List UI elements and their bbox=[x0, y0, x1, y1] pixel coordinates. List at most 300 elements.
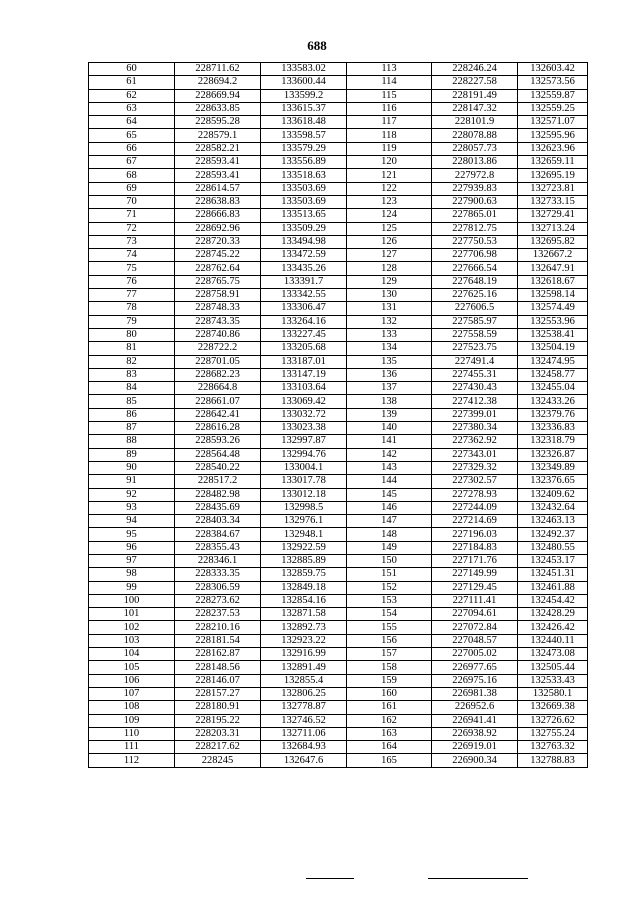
point-number-right-cell: 149 bbox=[347, 541, 432, 554]
coordinates-table-body bbox=[89, 63, 588, 768]
point-number-left-cell: 65 bbox=[89, 129, 175, 142]
point-number-right-cell: 134 bbox=[347, 342, 432, 355]
point-number-right-cell: 135 bbox=[347, 355, 432, 368]
point-number-right-cell: 139 bbox=[347, 408, 432, 421]
y-coordinate-left-cell: 132885.89 bbox=[261, 554, 347, 567]
point-number-right-cell: 161 bbox=[347, 701, 432, 714]
y-coordinate-left-cell: 133069.42 bbox=[261, 395, 347, 408]
point-number-right-cell: 137 bbox=[347, 382, 432, 395]
coordinates-table bbox=[88, 62, 588, 768]
point-number-right-cell: 155 bbox=[347, 621, 432, 634]
y-coordinate-right-cell: 132695.19 bbox=[518, 169, 588, 182]
point-number-left-cell: 103 bbox=[89, 634, 175, 647]
x-coordinate-right-cell: 227343.01 bbox=[432, 448, 518, 461]
y-coordinate-left-cell: 133518.63 bbox=[261, 169, 347, 182]
point-number-right-cell: 116 bbox=[347, 102, 432, 115]
x-coordinate-right-cell: 227585.97 bbox=[432, 315, 518, 328]
x-coordinate-left-cell: 228180.91 bbox=[175, 701, 261, 714]
y-coordinate-right-cell: 132451.31 bbox=[518, 568, 588, 581]
x-coordinate-left-cell: 228203.31 bbox=[175, 727, 261, 740]
x-coordinate-left-cell: 228148.56 bbox=[175, 661, 261, 674]
y-coordinate-left-cell: 132854.16 bbox=[261, 594, 347, 607]
x-coordinate-left-cell: 228517.2 bbox=[175, 475, 261, 488]
x-coordinate-left-cell: 228333.35 bbox=[175, 568, 261, 581]
x-coordinate-right-cell: 226975.16 bbox=[432, 674, 518, 687]
y-coordinate-left-cell: 132892.73 bbox=[261, 621, 347, 634]
point-number-left-cell: 73 bbox=[89, 235, 175, 248]
y-coordinate-left-cell: 132922.59 bbox=[261, 541, 347, 554]
y-coordinate-left-cell: 133472.59 bbox=[261, 249, 347, 262]
table-row bbox=[89, 435, 588, 448]
x-coordinate-right-cell: 227648.19 bbox=[432, 275, 518, 288]
x-coordinate-left-cell: 228661.07 bbox=[175, 395, 261, 408]
point-number-left-cell: 107 bbox=[89, 687, 175, 700]
x-coordinate-right-cell: 226977.65 bbox=[432, 661, 518, 674]
y-coordinate-left-cell: 133600.44 bbox=[261, 76, 347, 89]
x-coordinate-left-cell: 228720.33 bbox=[175, 235, 261, 248]
point-number-left-cell: 83 bbox=[89, 368, 175, 381]
point-number-left-cell: 112 bbox=[89, 754, 175, 767]
point-number-right-cell: 114 bbox=[347, 76, 432, 89]
y-coordinate-right-cell: 132433.26 bbox=[518, 395, 588, 408]
point-number-right-cell: 127 bbox=[347, 249, 432, 262]
y-coordinate-right-cell: 132788.83 bbox=[518, 754, 588, 767]
table-row bbox=[89, 289, 588, 302]
point-number-right-cell: 128 bbox=[347, 262, 432, 275]
point-number-right-cell: 145 bbox=[347, 488, 432, 501]
point-number-left-cell: 84 bbox=[89, 382, 175, 395]
point-number-left-cell: 97 bbox=[89, 554, 175, 567]
y-coordinate-left-cell: 132684.93 bbox=[261, 741, 347, 754]
table-row bbox=[89, 701, 588, 714]
point-number-left-cell: 66 bbox=[89, 142, 175, 155]
table-row bbox=[89, 594, 588, 607]
x-coordinate-left-cell: 228633.85 bbox=[175, 102, 261, 115]
table-row bbox=[89, 727, 588, 740]
point-number-left-cell: 67 bbox=[89, 156, 175, 169]
table-row bbox=[89, 249, 588, 262]
y-coordinate-right-cell: 132553.96 bbox=[518, 315, 588, 328]
point-number-left-cell: 72 bbox=[89, 222, 175, 235]
table-row bbox=[89, 235, 588, 248]
y-coordinate-right-cell: 132454.42 bbox=[518, 594, 588, 607]
x-coordinate-right-cell: 228101.9 bbox=[432, 116, 518, 129]
table-row bbox=[89, 222, 588, 235]
y-coordinate-left-cell: 132778.87 bbox=[261, 701, 347, 714]
x-coordinate-right-cell: 227362.92 bbox=[432, 435, 518, 448]
point-number-left-cell: 74 bbox=[89, 249, 175, 262]
x-coordinate-right-cell: 227111.41 bbox=[432, 594, 518, 607]
x-coordinate-right-cell: 226981.38 bbox=[432, 687, 518, 700]
table-row bbox=[89, 315, 588, 328]
y-coordinate-right-cell: 132533.43 bbox=[518, 674, 588, 687]
table-row bbox=[89, 116, 588, 129]
x-coordinate-left-cell: 228762.64 bbox=[175, 262, 261, 275]
x-coordinate-left-cell: 228740.86 bbox=[175, 328, 261, 341]
y-coordinate-left-cell: 132916.99 bbox=[261, 648, 347, 661]
y-coordinate-right-cell: 132726.62 bbox=[518, 714, 588, 727]
table-row bbox=[89, 674, 588, 687]
y-coordinate-left-cell: 132948.1 bbox=[261, 528, 347, 541]
x-coordinate-left-cell: 228701.05 bbox=[175, 355, 261, 368]
x-coordinate-left-cell: 228146.07 bbox=[175, 674, 261, 687]
table-row bbox=[89, 554, 588, 567]
point-number-left-cell: 96 bbox=[89, 541, 175, 554]
table-row bbox=[89, 89, 588, 102]
x-coordinate-right-cell: 227048.57 bbox=[432, 634, 518, 647]
point-number-left-cell: 98 bbox=[89, 568, 175, 581]
table-row bbox=[89, 102, 588, 115]
x-coordinate-left-cell: 228638.83 bbox=[175, 195, 261, 208]
point-number-right-cell: 119 bbox=[347, 142, 432, 155]
y-coordinate-left-cell: 133618.48 bbox=[261, 116, 347, 129]
x-coordinate-right-cell: 228013.86 bbox=[432, 156, 518, 169]
y-coordinate-left-cell: 133306.47 bbox=[261, 302, 347, 315]
x-coordinate-right-cell: 228147.32 bbox=[432, 102, 518, 115]
x-coordinate-right-cell: 227094.61 bbox=[432, 608, 518, 621]
table-row bbox=[89, 448, 588, 461]
point-number-right-cell: 124 bbox=[347, 209, 432, 222]
point-number-right-cell: 131 bbox=[347, 302, 432, 315]
x-coordinate-left-cell: 228482.98 bbox=[175, 488, 261, 501]
point-number-right-cell: 154 bbox=[347, 608, 432, 621]
point-number-right-cell: 122 bbox=[347, 182, 432, 195]
table-row bbox=[89, 581, 588, 594]
y-coordinate-right-cell: 132647.91 bbox=[518, 262, 588, 275]
point-number-left-cell: 93 bbox=[89, 501, 175, 514]
x-coordinate-right-cell: 227184.83 bbox=[432, 541, 518, 554]
x-coordinate-right-cell: 227900.63 bbox=[432, 195, 518, 208]
x-coordinate-left-cell: 228564.48 bbox=[175, 448, 261, 461]
y-coordinate-left-cell: 132859.75 bbox=[261, 568, 347, 581]
table-row bbox=[89, 408, 588, 421]
x-coordinate-left-cell: 228162.87 bbox=[175, 648, 261, 661]
y-coordinate-right-cell: 132349.89 bbox=[518, 461, 588, 474]
y-coordinate-left-cell: 133032.72 bbox=[261, 408, 347, 421]
point-number-right-cell: 157 bbox=[347, 648, 432, 661]
x-coordinate-right-cell: 227005.02 bbox=[432, 648, 518, 661]
y-coordinate-left-cell: 132855.4 bbox=[261, 674, 347, 687]
x-coordinate-right-cell: 228227.58 bbox=[432, 76, 518, 89]
y-coordinate-right-cell: 132504.19 bbox=[518, 342, 588, 355]
point-number-right-cell: 141 bbox=[347, 435, 432, 448]
point-number-left-cell: 88 bbox=[89, 435, 175, 448]
table-row bbox=[89, 382, 588, 395]
x-coordinate-right-cell: 227171.76 bbox=[432, 554, 518, 567]
y-coordinate-right-cell: 132729.41 bbox=[518, 209, 588, 222]
x-coordinate-right-cell: 227865.01 bbox=[432, 209, 518, 222]
y-coordinate-right-cell: 132580.1 bbox=[518, 687, 588, 700]
table-row bbox=[89, 262, 588, 275]
y-coordinate-right-cell: 132559.25 bbox=[518, 102, 588, 115]
x-coordinate-right-cell: 227491.4 bbox=[432, 355, 518, 368]
point-number-right-cell: 153 bbox=[347, 594, 432, 607]
table-row bbox=[89, 395, 588, 408]
x-coordinate-left-cell: 228666.83 bbox=[175, 209, 261, 222]
x-coordinate-left-cell: 228743.35 bbox=[175, 315, 261, 328]
y-coordinate-right-cell: 132713.24 bbox=[518, 222, 588, 235]
point-number-left-cell: 78 bbox=[89, 302, 175, 315]
point-number-left-cell: 70 bbox=[89, 195, 175, 208]
x-coordinate-right-cell: 227149.99 bbox=[432, 568, 518, 581]
y-coordinate-left-cell: 132891.49 bbox=[261, 661, 347, 674]
x-coordinate-left-cell: 228595.28 bbox=[175, 116, 261, 129]
x-coordinate-left-cell: 228765.75 bbox=[175, 275, 261, 288]
point-number-left-cell: 100 bbox=[89, 594, 175, 607]
y-coordinate-right-cell: 132453.17 bbox=[518, 554, 588, 567]
point-number-left-cell: 99 bbox=[89, 581, 175, 594]
point-number-left-cell: 71 bbox=[89, 209, 175, 222]
x-coordinate-right-cell: 226941.41 bbox=[432, 714, 518, 727]
table-row bbox=[89, 621, 588, 634]
point-number-right-cell: 160 bbox=[347, 687, 432, 700]
point-number-right-cell: 142 bbox=[347, 448, 432, 461]
y-coordinate-right-cell: 132603.42 bbox=[518, 63, 588, 76]
table-row bbox=[89, 741, 588, 754]
point-number-right-cell: 144 bbox=[347, 475, 432, 488]
footer-rule-left bbox=[306, 878, 354, 879]
footer-rule-right bbox=[428, 878, 528, 879]
x-coordinate-left-cell: 228582.21 bbox=[175, 142, 261, 155]
y-coordinate-left-cell: 133205.68 bbox=[261, 342, 347, 355]
x-coordinate-left-cell: 228355.43 bbox=[175, 541, 261, 554]
point-number-right-cell: 118 bbox=[347, 129, 432, 142]
point-number-left-cell: 104 bbox=[89, 648, 175, 661]
point-number-right-cell: 150 bbox=[347, 554, 432, 567]
x-coordinate-right-cell: 227196.03 bbox=[432, 528, 518, 541]
point-number-left-cell: 60 bbox=[89, 63, 175, 76]
x-coordinate-left-cell: 228435.69 bbox=[175, 501, 261, 514]
x-coordinate-left-cell: 228748.33 bbox=[175, 302, 261, 315]
y-coordinate-right-cell: 132733.15 bbox=[518, 195, 588, 208]
point-number-left-cell: 89 bbox=[89, 448, 175, 461]
x-coordinate-right-cell: 227214.69 bbox=[432, 515, 518, 528]
point-number-right-cell: 138 bbox=[347, 395, 432, 408]
point-number-right-cell: 120 bbox=[347, 156, 432, 169]
x-coordinate-right-cell: 228057.73 bbox=[432, 142, 518, 155]
y-coordinate-left-cell: 133264.16 bbox=[261, 315, 347, 328]
point-number-right-cell: 129 bbox=[347, 275, 432, 288]
x-coordinate-left-cell: 228403.34 bbox=[175, 515, 261, 528]
x-coordinate-left-cell: 228593.41 bbox=[175, 156, 261, 169]
x-coordinate-left-cell: 228306.59 bbox=[175, 581, 261, 594]
x-coordinate-right-cell: 227302.57 bbox=[432, 475, 518, 488]
x-coordinate-right-cell: 227750.53 bbox=[432, 235, 518, 248]
y-coordinate-right-cell: 132379.76 bbox=[518, 408, 588, 421]
point-number-left-cell: 87 bbox=[89, 422, 175, 435]
point-number-left-cell: 108 bbox=[89, 701, 175, 714]
table-row bbox=[89, 368, 588, 381]
point-number-right-cell: 163 bbox=[347, 727, 432, 740]
y-coordinate-right-cell: 132426.42 bbox=[518, 621, 588, 634]
x-coordinate-left-cell: 228722.2 bbox=[175, 342, 261, 355]
x-coordinate-right-cell: 227606.5 bbox=[432, 302, 518, 315]
point-number-right-cell: 151 bbox=[347, 568, 432, 581]
y-coordinate-right-cell: 132505.44 bbox=[518, 661, 588, 674]
point-number-left-cell: 94 bbox=[89, 515, 175, 528]
point-number-left-cell: 109 bbox=[89, 714, 175, 727]
y-coordinate-left-cell: 132923.22 bbox=[261, 634, 347, 647]
y-coordinate-right-cell: 132623.96 bbox=[518, 142, 588, 155]
x-coordinate-right-cell: 227812.75 bbox=[432, 222, 518, 235]
point-number-right-cell: 121 bbox=[347, 169, 432, 182]
point-number-right-cell: 148 bbox=[347, 528, 432, 541]
point-number-right-cell: 133 bbox=[347, 328, 432, 341]
x-coordinate-left-cell: 228579.1 bbox=[175, 129, 261, 142]
y-coordinate-right-cell: 132409.62 bbox=[518, 488, 588, 501]
x-coordinate-left-cell: 228195.22 bbox=[175, 714, 261, 727]
point-number-left-cell: 102 bbox=[89, 621, 175, 634]
table-row bbox=[89, 754, 588, 767]
point-number-right-cell: 115 bbox=[347, 89, 432, 102]
point-number-right-cell: 147 bbox=[347, 515, 432, 528]
point-number-right-cell: 156 bbox=[347, 634, 432, 647]
table-row bbox=[89, 634, 588, 647]
y-coordinate-left-cell: 133004.1 bbox=[261, 461, 347, 474]
table-row bbox=[89, 661, 588, 674]
x-coordinate-right-cell: 227666.54 bbox=[432, 262, 518, 275]
x-coordinate-left-cell: 228711.62 bbox=[175, 63, 261, 76]
x-coordinate-right-cell: 227244.09 bbox=[432, 501, 518, 514]
y-coordinate-right-cell: 132473.08 bbox=[518, 648, 588, 661]
y-coordinate-right-cell: 132595.96 bbox=[518, 129, 588, 142]
point-number-right-cell: 126 bbox=[347, 235, 432, 248]
point-number-left-cell: 77 bbox=[89, 289, 175, 302]
y-coordinate-right-cell: 132458.77 bbox=[518, 368, 588, 381]
x-coordinate-left-cell: 228642.41 bbox=[175, 408, 261, 421]
y-coordinate-left-cell: 132976.1 bbox=[261, 515, 347, 528]
point-number-left-cell: 69 bbox=[89, 182, 175, 195]
y-coordinate-left-cell: 133503.69 bbox=[261, 195, 347, 208]
y-coordinate-right-cell: 132480.55 bbox=[518, 541, 588, 554]
point-number-left-cell: 91 bbox=[89, 475, 175, 488]
y-coordinate-left-cell: 132998.5 bbox=[261, 501, 347, 514]
table-row bbox=[89, 528, 588, 541]
point-number-right-cell: 162 bbox=[347, 714, 432, 727]
y-coordinate-right-cell: 132763.32 bbox=[518, 741, 588, 754]
table-row bbox=[89, 568, 588, 581]
x-coordinate-left-cell: 228616.28 bbox=[175, 422, 261, 435]
y-coordinate-right-cell: 132455.04 bbox=[518, 382, 588, 395]
table-row bbox=[89, 182, 588, 195]
x-coordinate-right-cell: 227939.83 bbox=[432, 182, 518, 195]
y-coordinate-left-cell: 133583.02 bbox=[261, 63, 347, 76]
table-row bbox=[89, 209, 588, 222]
y-coordinate-right-cell: 132723.81 bbox=[518, 182, 588, 195]
x-coordinate-left-cell: 228346.1 bbox=[175, 554, 261, 567]
point-number-left-cell: 86 bbox=[89, 408, 175, 421]
y-coordinate-left-cell: 133103.64 bbox=[261, 382, 347, 395]
page-number: 688 bbox=[307, 38, 327, 53]
x-coordinate-left-cell: 228669.94 bbox=[175, 89, 261, 102]
y-coordinate-left-cell: 132806.25 bbox=[261, 687, 347, 700]
y-coordinate-left-cell: 133391.7 bbox=[261, 275, 347, 288]
table-row bbox=[89, 328, 588, 341]
y-coordinate-left-cell: 133147.19 bbox=[261, 368, 347, 381]
point-number-left-cell: 110 bbox=[89, 727, 175, 740]
point-number-right-cell: 113 bbox=[347, 63, 432, 76]
y-coordinate-left-cell: 132849.18 bbox=[261, 581, 347, 594]
y-coordinate-right-cell: 132428.29 bbox=[518, 608, 588, 621]
x-coordinate-left-cell: 228664.8 bbox=[175, 382, 261, 395]
point-number-right-cell: 117 bbox=[347, 116, 432, 129]
table-row bbox=[89, 129, 588, 142]
x-coordinate-right-cell: 227278.93 bbox=[432, 488, 518, 501]
y-coordinate-right-cell: 132336.83 bbox=[518, 422, 588, 435]
y-coordinate-right-cell: 132326.87 bbox=[518, 448, 588, 461]
point-number-right-cell: 152 bbox=[347, 581, 432, 594]
point-number-right-cell: 140 bbox=[347, 422, 432, 435]
y-coordinate-left-cell: 133342.55 bbox=[261, 289, 347, 302]
y-coordinate-right-cell: 132376.65 bbox=[518, 475, 588, 488]
table-row bbox=[89, 687, 588, 700]
y-coordinate-left-cell: 133579.29 bbox=[261, 142, 347, 155]
y-coordinate-right-cell: 132440.11 bbox=[518, 634, 588, 647]
table-row bbox=[89, 63, 588, 76]
x-coordinate-left-cell: 228694.2 bbox=[175, 76, 261, 89]
y-coordinate-left-cell: 133227.45 bbox=[261, 328, 347, 341]
y-coordinate-left-cell: 132871.58 bbox=[261, 608, 347, 621]
point-number-right-cell: 123 bbox=[347, 195, 432, 208]
y-coordinate-left-cell: 133023.38 bbox=[261, 422, 347, 435]
point-number-left-cell: 61 bbox=[89, 76, 175, 89]
x-coordinate-right-cell: 226900.34 bbox=[432, 754, 518, 767]
y-coordinate-right-cell: 132755.24 bbox=[518, 727, 588, 740]
y-coordinate-right-cell: 132695.82 bbox=[518, 235, 588, 248]
point-number-left-cell: 95 bbox=[89, 528, 175, 541]
point-number-left-cell: 82 bbox=[89, 355, 175, 368]
x-coordinate-right-cell: 226919.01 bbox=[432, 741, 518, 754]
y-coordinate-right-cell: 132492.37 bbox=[518, 528, 588, 541]
table-row bbox=[89, 302, 588, 315]
x-coordinate-left-cell: 228692.96 bbox=[175, 222, 261, 235]
x-coordinate-left-cell: 228593.26 bbox=[175, 435, 261, 448]
x-coordinate-right-cell: 227625.16 bbox=[432, 289, 518, 302]
point-number-right-cell: 136 bbox=[347, 368, 432, 381]
y-coordinate-left-cell: 133187.01 bbox=[261, 355, 347, 368]
x-coordinate-right-cell: 227972.8 bbox=[432, 169, 518, 182]
x-coordinate-left-cell: 228593.41 bbox=[175, 169, 261, 182]
point-number-left-cell: 63 bbox=[89, 102, 175, 115]
point-number-left-cell: 79 bbox=[89, 315, 175, 328]
y-coordinate-right-cell: 132667.2 bbox=[518, 249, 588, 262]
table-row bbox=[89, 355, 588, 368]
point-number-right-cell: 143 bbox=[347, 461, 432, 474]
x-coordinate-right-cell: 226952.6 bbox=[432, 701, 518, 714]
point-number-left-cell: 68 bbox=[89, 169, 175, 182]
table-row bbox=[89, 195, 588, 208]
x-coordinate-left-cell: 228745.22 bbox=[175, 249, 261, 262]
y-coordinate-right-cell: 132574.49 bbox=[518, 302, 588, 315]
point-number-right-cell: 146 bbox=[347, 501, 432, 514]
x-coordinate-right-cell: 227412.38 bbox=[432, 395, 518, 408]
y-coordinate-right-cell: 132318.79 bbox=[518, 435, 588, 448]
y-coordinate-right-cell: 132659.11 bbox=[518, 156, 588, 169]
table-row bbox=[89, 714, 588, 727]
x-coordinate-left-cell: 228758.91 bbox=[175, 289, 261, 302]
x-coordinate-left-cell: 228384.67 bbox=[175, 528, 261, 541]
y-coordinate-left-cell: 133598.57 bbox=[261, 129, 347, 142]
point-number-right-cell: 125 bbox=[347, 222, 432, 235]
y-coordinate-left-cell: 133615.37 bbox=[261, 102, 347, 115]
table-row bbox=[89, 342, 588, 355]
point-number-left-cell: 92 bbox=[89, 488, 175, 501]
point-number-left-cell: 81 bbox=[89, 342, 175, 355]
table-row bbox=[89, 275, 588, 288]
table-row bbox=[89, 608, 588, 621]
x-coordinate-left-cell: 228540.22 bbox=[175, 461, 261, 474]
y-coordinate-right-cell: 132461.88 bbox=[518, 581, 588, 594]
